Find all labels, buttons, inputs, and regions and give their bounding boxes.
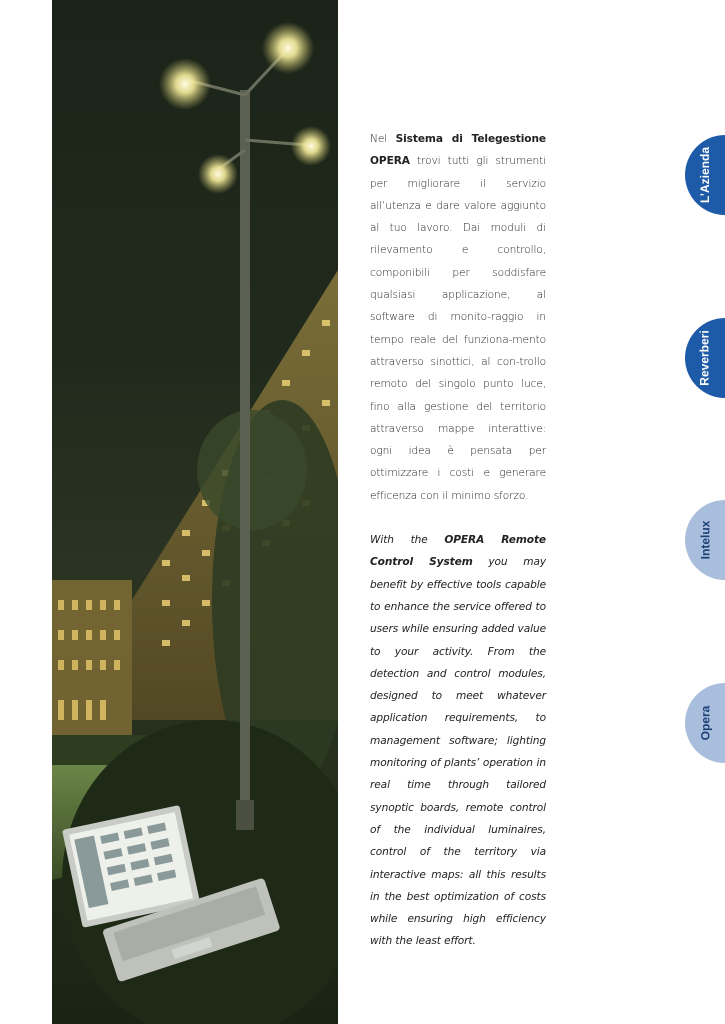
tab-reverberi[interactable]	[685, 318, 725, 398]
street-light-photo	[52, 0, 338, 1024]
it-intro-text: Nel	[370, 133, 396, 145]
en-body-text: you may benefit by effective tools capable to enhance the service offered to users while ensuring added value to your activity. From the detection and control modules, designed to meet whatever application requirements, to management software; lighting monitoring of plants’ operation in real time through tailored synoptic boards, remote control of the individual luminaires, control of the territory via interactive maps: all this results in the best optimization of costs while ensuring high efficiency with the least effort.	[370, 556, 547, 948]
tab-opera-label: Opera	[698, 705, 712, 741]
night-scene-illustration	[52, 0, 338, 1024]
en-system-name: OPERA Remote Control System	[370, 534, 546, 569]
tab-azienda[interactable]	[685, 135, 725, 215]
english-paragraph	[370, 529, 546, 953]
en-intro-text: With the	[370, 534, 445, 547]
article-text	[370, 128, 546, 963]
tab-intelux-label: Intelux	[697, 520, 712, 560]
italian-paragraph	[370, 128, 546, 507]
it-system-name: Sistema di Telegestione OPERA	[370, 133, 546, 168]
tab-azienda-label: L’Azienda	[698, 146, 713, 204]
it-body-text: trovi tutti gli strumenti per migliorare il servizio all’utenza e dare valore aggiunto al tuo lavoro. Dai moduli di rilevamento e controllo, componibili per soddisfare qualsiasi applicazione, al software di monito-raggio in tempo reale del funziona-mento attraverso sinottici, al con-trollo remoto del singolo punto luce, fino alla gestione del territorio attraverso mappe interattive: ogni idea è pensata per ottimizzare i costi e generare efficenza con il minimo sforzo.	[370, 155, 546, 502]
tab-opera[interactable]	[685, 683, 725, 763]
tab-intelux[interactable]	[685, 500, 725, 580]
tab-reverberi-label: Reverberi	[698, 330, 712, 386]
